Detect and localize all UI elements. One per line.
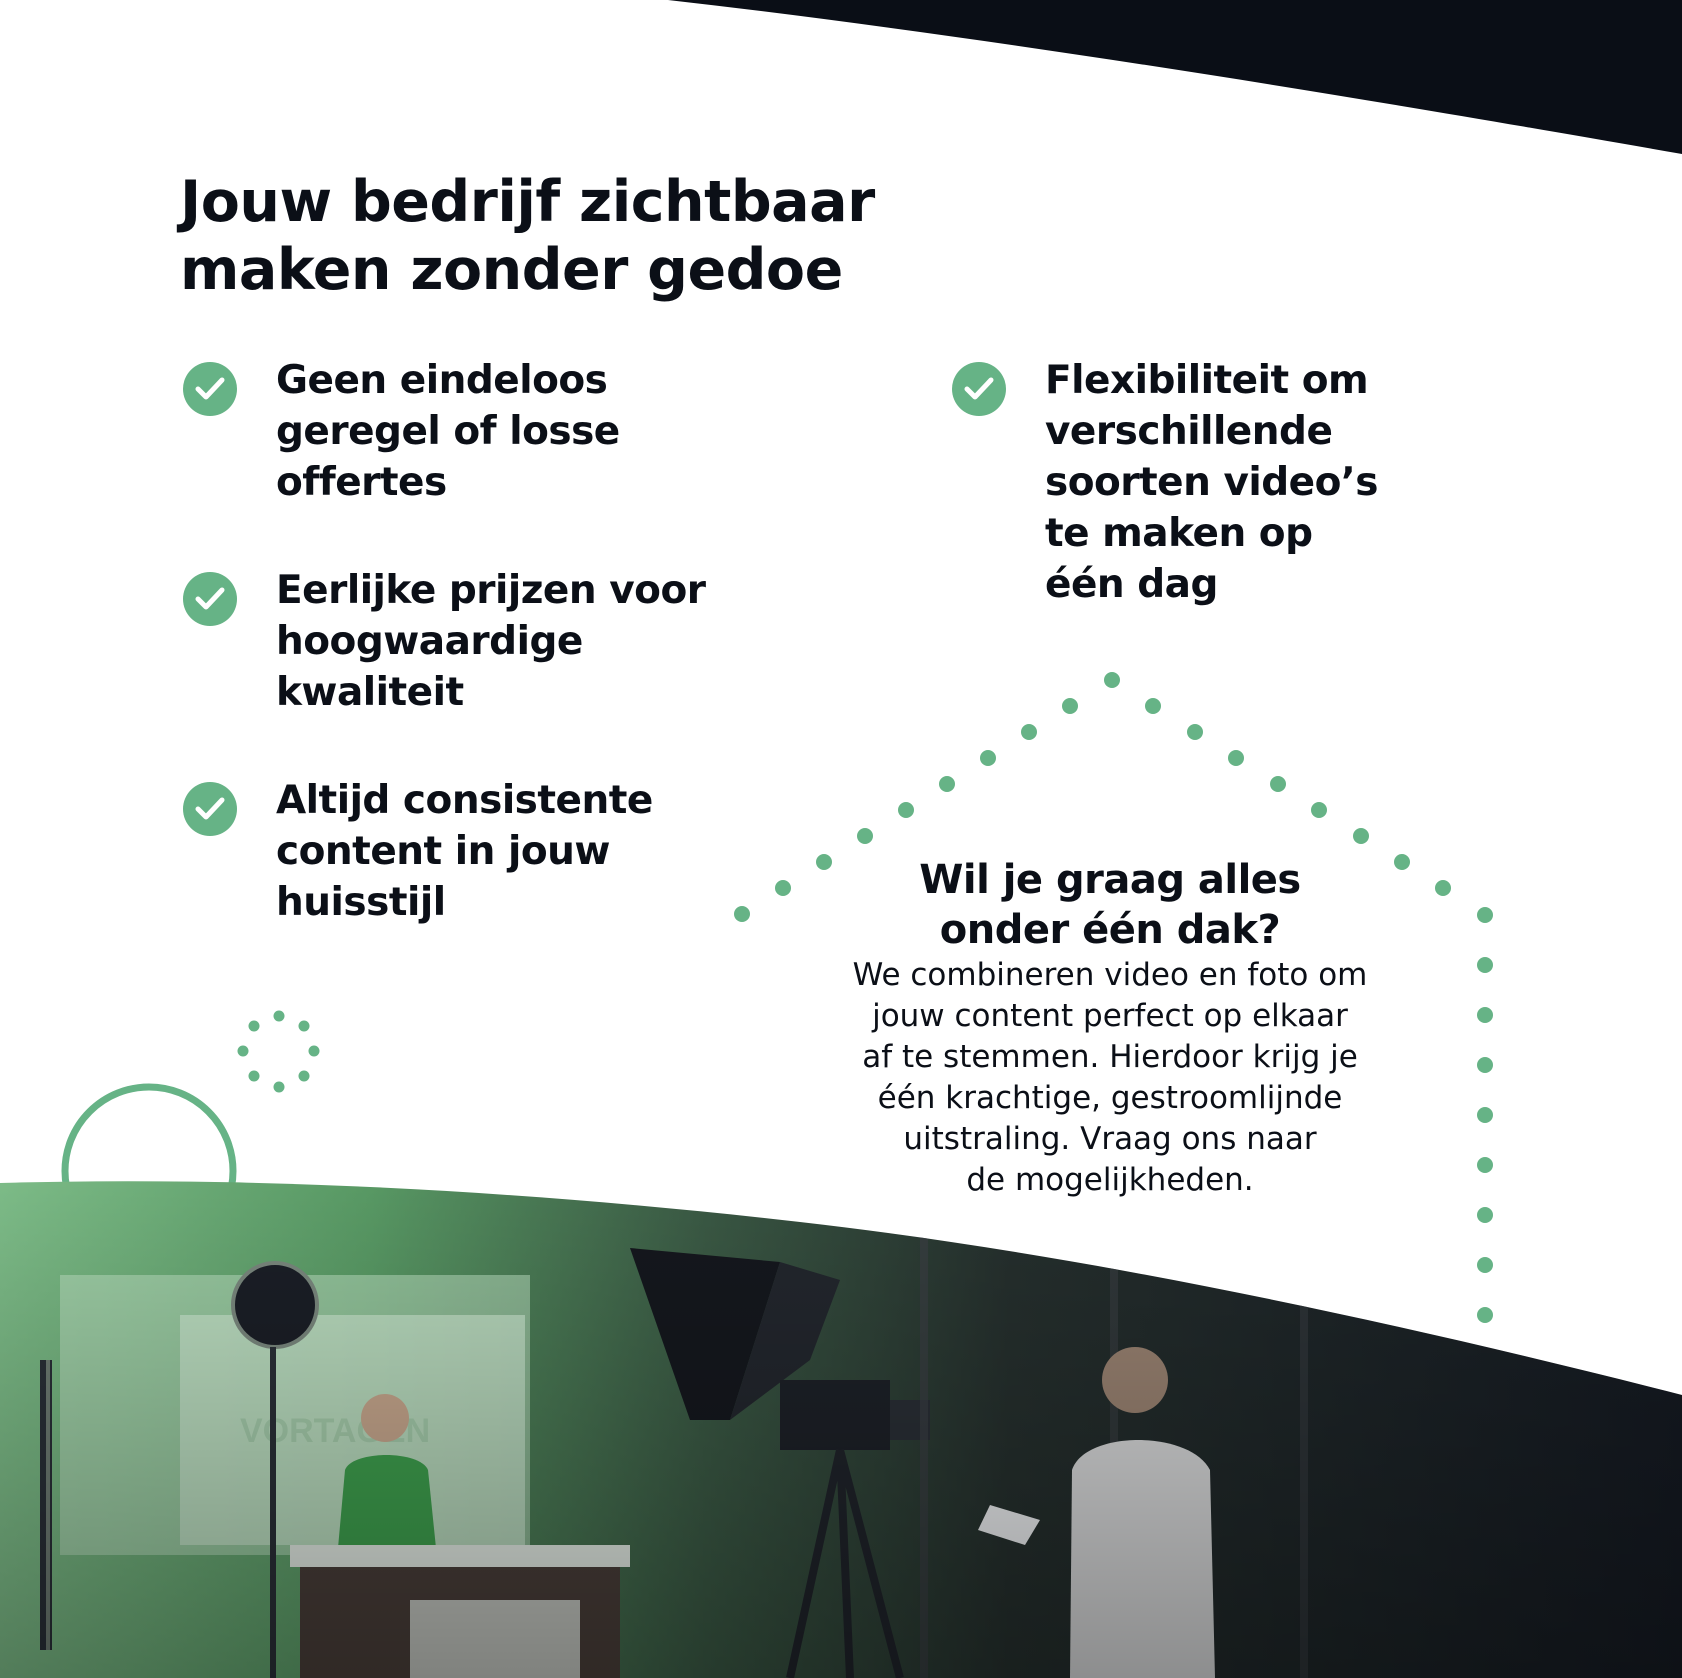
- feature-line: verschillende: [1045, 409, 1333, 454]
- cta-title-line: onder één dak?: [939, 907, 1281, 953]
- page-title: [180, 168, 875, 304]
- cta-title-line: Wil je graag alles: [919, 857, 1301, 903]
- cta-body-line: de mogelijkheden.: [966, 1162, 1254, 1198]
- feature-line: content in jouw: [276, 829, 610, 874]
- feature-text: [276, 775, 653, 928]
- cta-title: [790, 855, 1430, 955]
- feature-line: kwaliteit: [276, 670, 464, 715]
- feature-text: [276, 355, 620, 508]
- cta-body-line: uitstraling. Vraag ons naar: [903, 1121, 1317, 1157]
- check-circle-icon: [183, 572, 237, 626]
- feature-line: Geen eindeloos: [276, 358, 608, 403]
- feature-line: één dag: [1045, 562, 1218, 607]
- page-title-line: Jouw bedrijf zichtbaar: [180, 169, 875, 235]
- feature-item: [183, 355, 620, 508]
- feature-line: hoogwaardige: [276, 619, 583, 664]
- check-circle-icon: [952, 362, 1006, 416]
- cta-body: [790, 955, 1430, 1201]
- cta-body-line: één krachtige, gestroomlijnde: [877, 1080, 1343, 1116]
- feature-line: soorten video’s: [1045, 460, 1378, 505]
- check-circle-icon: [183, 782, 237, 836]
- feature-item: [952, 355, 1378, 610]
- feature-line: Flexibiliteit om: [1045, 358, 1369, 403]
- cta-body-line: jouw content perfect op elkaar: [872, 998, 1348, 1034]
- feature-line: te maken op: [1045, 511, 1313, 556]
- feature-line: Altijd consistente: [276, 778, 653, 823]
- top-dark-wedge: [668, 0, 1682, 154]
- video-studio-photo: [0, 1150, 1682, 1678]
- cta-body-line: We combineren video en foto om: [852, 957, 1368, 993]
- feature-line: huisstijl: [276, 880, 446, 925]
- decorative-dot-ring: [238, 1011, 320, 1093]
- feature-line: geregel of losse: [276, 409, 620, 454]
- feature-item: [183, 775, 653, 928]
- feature-item: [183, 565, 705, 718]
- check-circle-icon: [183, 362, 237, 416]
- feature-text: [1045, 355, 1378, 610]
- cta-block: [790, 855, 1430, 1201]
- page-title-line: maken zonder gedoe: [180, 237, 843, 303]
- feature-line: offertes: [276, 460, 447, 505]
- feature-line: Eerlijke prijzen voor: [276, 568, 706, 613]
- cta-body-line: af te stemmen. Hierdoor krijg je: [862, 1039, 1358, 1075]
- feature-text: [276, 565, 705, 718]
